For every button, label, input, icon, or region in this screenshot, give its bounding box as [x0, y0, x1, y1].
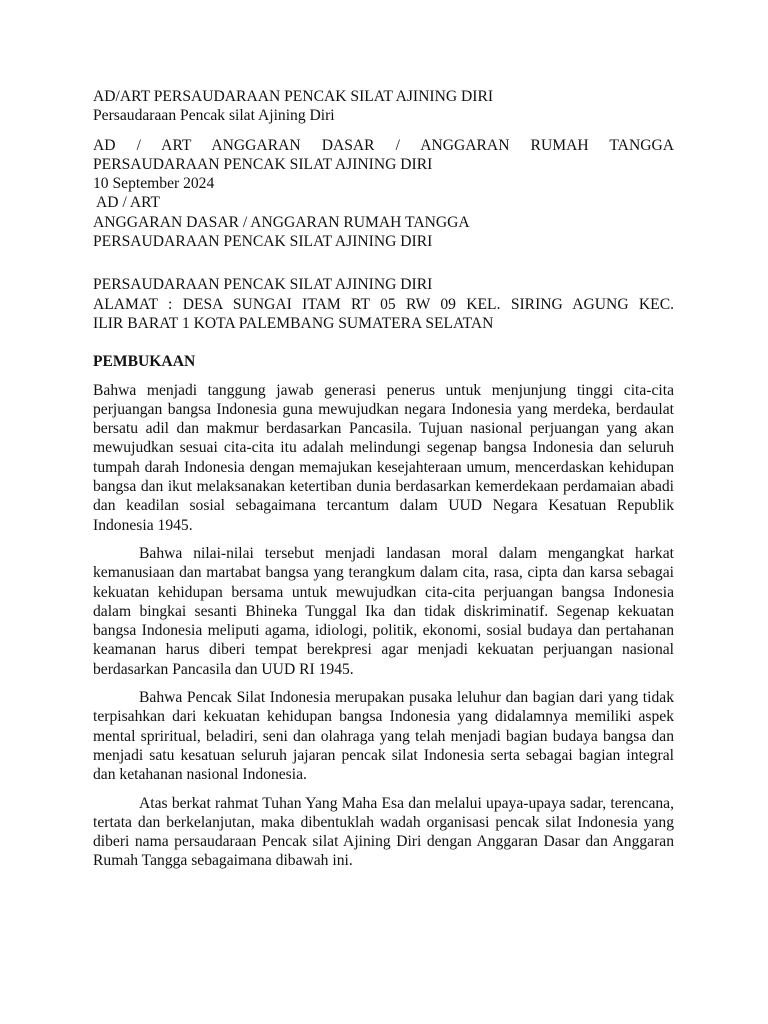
organization-name: PERSAUDARAAN PENCAK SILAT AJINING DIRI — [93, 276, 433, 294]
paragraph-2: Bahwa nilai-nilai tersebut menjadi landasan moral dalam mengangkat harkat kemanusiaan dan martabat bangsa yang terangkum dalam cita, rasa, cipta dan karsa sebagai kekuatan kehidupan bersama untuk mewujudkan cita-cita perjuangan bangsa Indonesia dalam bingkai sesanti Bhineka Tunggal Ika dan tidak diskriminatif. Segenap kekuatan bangsa Indonesia meliputi agama, idiologi, politik, ekonomi, sosial budaya dan pertahanan keamanan harus diberi tempat berekpresi agar menjadi kekuatan perjuangan nasional berdasarkan Pancasila dan UUD RI 1945. — [93, 544, 674, 678]
spacer — [93, 126, 674, 136]
organization-address-line-2: ILIR BARAT 1 KOTA PALEMBANG SUMATERA SELATAN — [93, 314, 494, 332]
cover-full-name-1: ANGGARAN DASAR / ANGGARAN RUMAH TANGGA — [93, 213, 470, 231]
document-title: AD/ART PERSAUDARAAN PENCAK SILAT AJINING DIRI — [93, 88, 494, 105]
cover-abbreviation: AD / ART — [93, 194, 161, 212]
cover-line-2: PERSAUDARAAN PENCAK SILAT AJINING DIRI — [93, 155, 433, 173]
paragraph-4: Atas berkat rahmat Tuhan Yang Maha Esa dan melalui upaya-upaya sadar, terencana, tertata dan berkelanjutan, maka dibentuklah wadah organisasi pencak silat Indonesia yang diberi nama persaudaraan Pencak silat Ajining Diri dengan Anggaran Dasar dan Anggaran Rumah Tangga sebagaimana dibawah ini. — [93, 794, 674, 870]
document-subtitle: Persaudaraan Pencak silat Ajining Diri — [93, 107, 335, 125]
document-date: 10 September 2024 — [93, 175, 215, 193]
organization-address-line-1: ALAMAT : DESA SUNGAI ITAM RT 05 RW 09 KEL. SIRING AGUNG KEC. — [93, 295, 674, 313]
spacer — [93, 251, 674, 275]
paragraph-1: Bahwa menjadi tanggung jawab generasi penerus untuk menjunjung tinggi cita-cita perjuangan bangsa Indonesia guna mewujudkan negara Indonesia yang merdeka, berdaulat bersatu adil dan makmur berdasarkan Pancasila. Tujuan nasional perjuangan yang akan mewujudkan sesuai cita-cita itu adalah melindungi segenap bangsa Indonesia dan seluruh tumpah darah Indonesia dengan memajukan kesejahteraan umum, mencerdaskan kehidupan bangsa dan ikut melaksanakan ketertiban dunia berdasarkan kemerdekaan perdamaian abadi dan keadilan sosial sebagaimana tercantum dalam UUD Negara Kesatuan Republik Indonesia 1945. — [93, 381, 674, 534]
cover-line-1: AD / ART ANGGARAN DASAR / ANGGARAN RUMAH TANGGA — [93, 136, 674, 154]
paragraph-3: Bahwa Pencak Silat Indonesia merupakan pusaka leluhur dan bagian dari yang tidak terpisahkan dari kekuatan kehidupan bangsa Indonesia yang didalamnya memiliki aspek mental spriritual, beladiri, seni dan olahraga yang telah menjadi bagian budaya bangsa dan menjadi satu kesatuan seluruh jajaran pencak silat Indonesia serta sebagai bagian integral dan ketahanan nasional Indonesia. — [93, 689, 674, 784]
cover-full-name-2: PERSAUDARAAN PENCAK SILAT AJINING DIRI — [93, 233, 433, 251]
section-heading: PEMBUKAAN — [93, 353, 196, 371]
